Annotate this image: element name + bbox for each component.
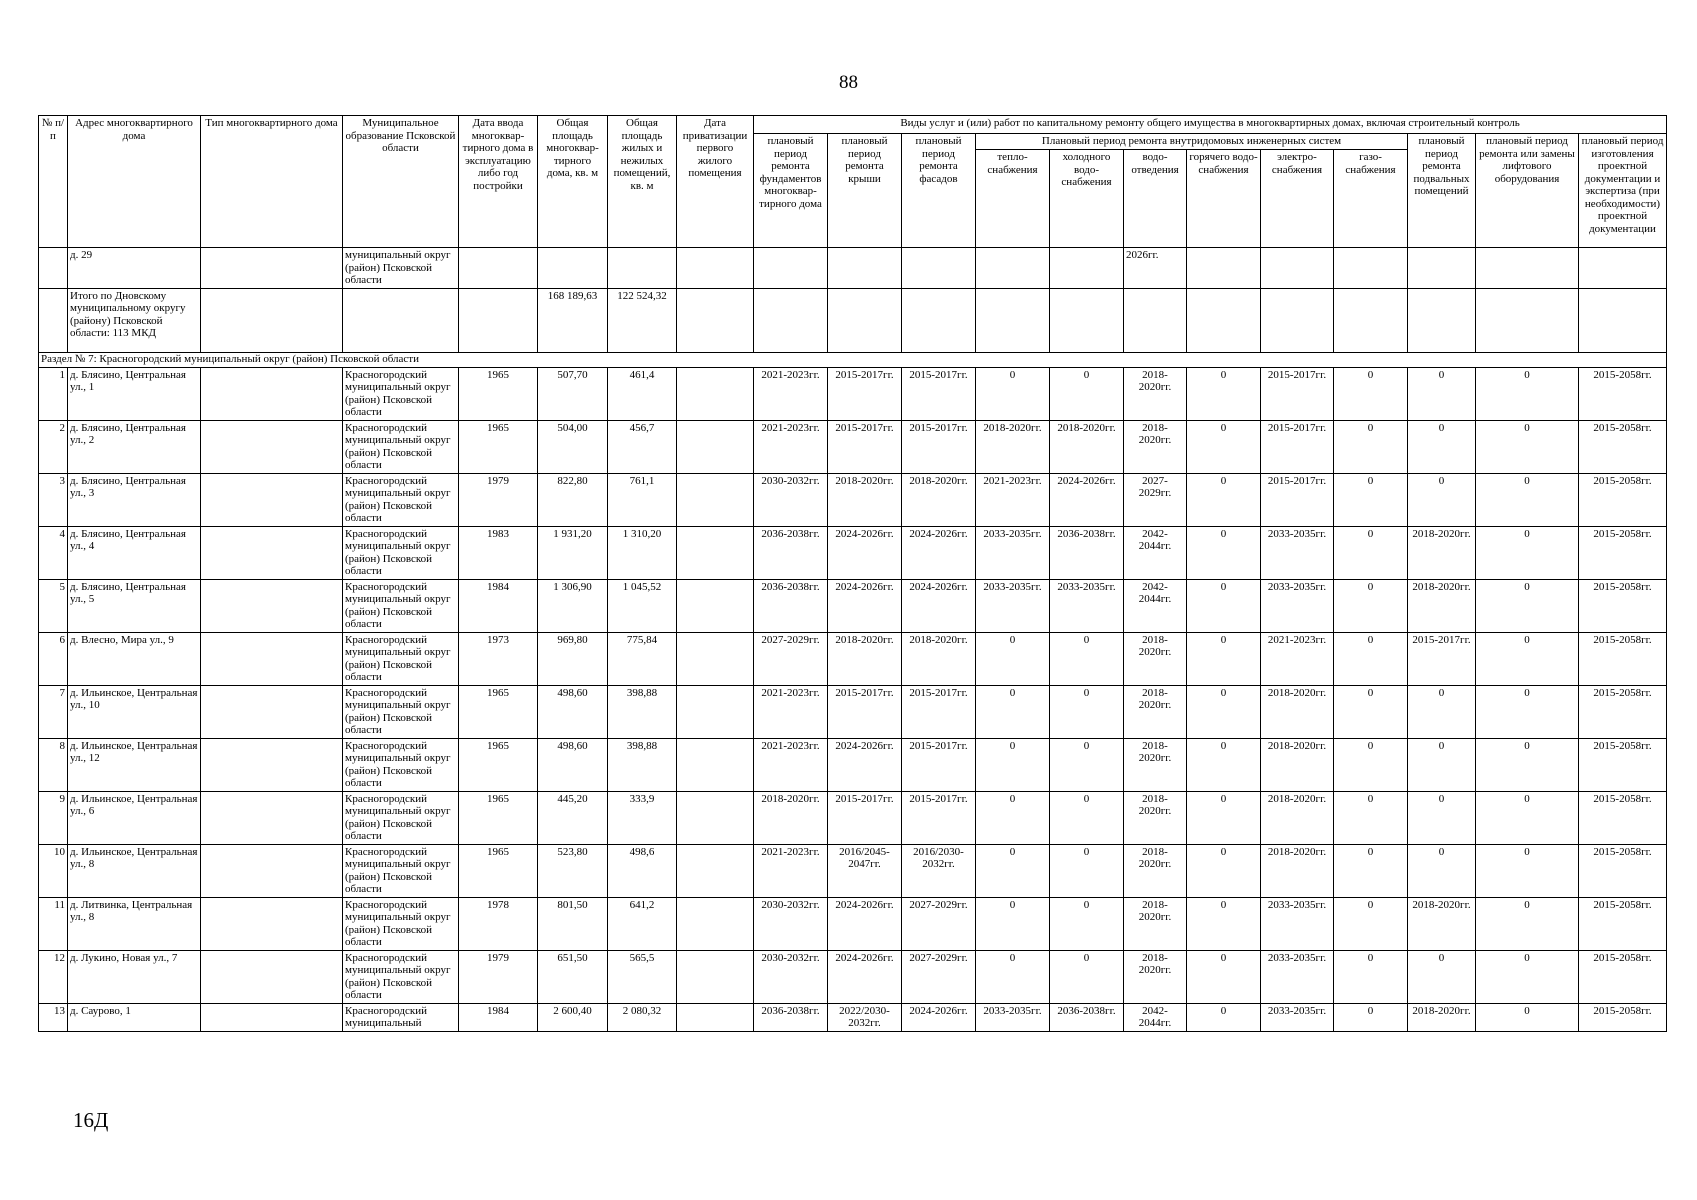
cell-num: 6: [39, 632, 68, 685]
cell-elevator: 0: [1476, 473, 1579, 526]
cell-sewer: 2042-2044гг.: [1124, 579, 1187, 632]
cell-municipality: Красногородский муниципальный округ (район) Псковской области: [343, 367, 459, 420]
cell-electric: 2018-2020гг.: [1261, 738, 1334, 791]
cell-facade: 2015-2017гг.: [902, 367, 976, 420]
header-heat: тепло-снабжения: [976, 150, 1050, 248]
cell-roof: 2024-2026гг.: [828, 950, 902, 1003]
cell-foundation: 2021-2023гг.: [754, 367, 828, 420]
cell-facade: 2018-2020гг.: [902, 473, 976, 526]
cell-heat: 0: [976, 367, 1050, 420]
cell-sewer: 2027-2029гг.: [1124, 473, 1187, 526]
cell-year: 1965: [459, 844, 538, 897]
cell-foundation: 2036-2038гг.: [754, 526, 828, 579]
cell-heat: 0: [976, 950, 1050, 1003]
cell-basement: 2015-2017гг.: [1408, 632, 1476, 685]
cell-num: 13: [39, 1003, 68, 1031]
cell-roof: 2016/2045-2047гг.: [828, 844, 902, 897]
cell-design: 2015-2058гг.: [1579, 420, 1667, 473]
cell-design: 2015-2058гг.: [1579, 950, 1667, 1003]
table-row: [39, 897, 1667, 950]
cell-hot: 0: [1187, 526, 1261, 579]
header-commission-date: Дата ввода многоквар-тирного дома в эксплуатацию либо год постройки: [459, 116, 538, 248]
header-municipality: Муниципальное образование Псковской области: [343, 116, 459, 248]
cell-elevator: 0: [1476, 791, 1579, 844]
cell-num: 12: [39, 950, 68, 1003]
cell-gas: 0: [1334, 791, 1408, 844]
cell-living: 1 045,52: [608, 579, 677, 632]
cell-cold: 0: [1050, 632, 1124, 685]
header-cold-water: холодного водо-снабжения: [1050, 150, 1124, 248]
header-electric: электро-снабжения: [1261, 150, 1334, 248]
cell-heat: 0: [976, 791, 1050, 844]
cell-foundation: 2027-2029гг.: [754, 632, 828, 685]
cell-heat: 2021-2023гг.: [976, 473, 1050, 526]
cell-address: д. Влесно, Мира ул., 9: [68, 632, 201, 685]
cell-basement: 2018-2020гг.: [1408, 897, 1476, 950]
cell-electric: 2015-2017гг.: [1261, 420, 1334, 473]
cell-year: 1983: [459, 526, 538, 579]
table-row: [39, 367, 1667, 420]
cell-total: 1 931,20: [538, 526, 608, 579]
table-row: [39, 579, 1667, 632]
cell-total: 1 306,90: [538, 579, 608, 632]
cell-foundation: 2036-2038гг.: [754, 1003, 828, 1031]
table-row: [39, 791, 1667, 844]
cell-basement: 0: [1408, 685, 1476, 738]
cell-foundation: 2021-2023гг.: [754, 738, 828, 791]
cell-gas: 0: [1334, 685, 1408, 738]
cell-total: 822,80: [538, 473, 608, 526]
cell-num: 4: [39, 526, 68, 579]
cell-roof: 2015-2017гг.: [828, 420, 902, 473]
cell-foundation: 2021-2023гг.: [754, 844, 828, 897]
cell-roof: 2018-2020гг.: [828, 473, 902, 526]
cell-address: д. Ильинское, Центральная ул., 12: [68, 738, 201, 791]
cell-elevator: 0: [1476, 738, 1579, 791]
cell-foundation: 2036-2038гг.: [754, 579, 828, 632]
cell-elevator: 0: [1476, 897, 1579, 950]
cell-roof: 2024-2026гг.: [828, 579, 902, 632]
header-address: Адрес многоквартирного дома: [68, 116, 201, 248]
cell-design: 2015-2058гг.: [1579, 579, 1667, 632]
table-row: [39, 632, 1667, 685]
cell-roof: 2018-2020гг.: [828, 632, 902, 685]
cell-electric: 2015-2017гг.: [1261, 473, 1334, 526]
cell-living: 641,2: [608, 897, 677, 950]
cell-sewer: 2018-2020гг.: [1124, 632, 1187, 685]
cell-address: д. Лукино, Новая ул., 7: [68, 950, 201, 1003]
cell-municipality: Красногородский муниципальный округ (район) Псковской области: [343, 420, 459, 473]
cell-cold: 2036-2038гг.: [1050, 1003, 1124, 1031]
cell-cold: 0: [1050, 738, 1124, 791]
cell-year: 1965: [459, 685, 538, 738]
header-total-area: Общая площадь многоквар-тирного дома, кв. м: [538, 116, 608, 248]
continuation-sewer: 2026гг.: [1124, 248, 1187, 289]
cell-hot: 0: [1187, 632, 1261, 685]
cell-municipality: Красногородский муниципальный округ (район) Псковской области: [343, 632, 459, 685]
cell-num: 8: [39, 738, 68, 791]
cell-cold: 2018-2020гг.: [1050, 420, 1124, 473]
table-row: [39, 950, 1667, 1003]
header-num: № п/п: [39, 116, 68, 248]
cell-hot: 0: [1187, 844, 1261, 897]
cell-total: 2 600,40: [538, 1003, 608, 1031]
cell-heat: 0: [976, 844, 1050, 897]
cell-address: д. Ильинское, Центральная ул., 6: [68, 791, 201, 844]
cell-foundation: 2030-2032гг.: [754, 897, 828, 950]
cell-basement: 0: [1408, 844, 1476, 897]
cell-num: 3: [39, 473, 68, 526]
cell-facade: 2015-2017гг.: [902, 685, 976, 738]
cell-address: д. Блясино, Центральная ул., 2: [68, 420, 201, 473]
header-privatization-date: Дата приватизации первого жилого помещения: [677, 116, 754, 248]
cell-heat: 0: [976, 685, 1050, 738]
cell-sewer: 2042-2044гг.: [1124, 1003, 1187, 1031]
cell-gas: 0: [1334, 526, 1408, 579]
cell-gas: 0: [1334, 579, 1408, 632]
header-hot-water: горячего водо-снабжения: [1187, 150, 1261, 248]
cell-hot: 0: [1187, 791, 1261, 844]
cell-year: 1978: [459, 897, 538, 950]
cell-design: 2015-2058гг.: [1579, 897, 1667, 950]
cell-facade: 2015-2017гг.: [902, 791, 976, 844]
cell-year: 1984: [459, 1003, 538, 1031]
cell-heat: 0: [976, 632, 1050, 685]
cell-cold: 2036-2038гг.: [1050, 526, 1124, 579]
cell-design: 2015-2058гг.: [1579, 685, 1667, 738]
cell-foundation: 2021-2023гг.: [754, 685, 828, 738]
cell-heat: 2033-2035гг.: [976, 526, 1050, 579]
cell-facade: 2027-2029гг.: [902, 897, 976, 950]
cell-total: 507,70: [538, 367, 608, 420]
cell-roof: 2022/2030-2032гг.: [828, 1003, 902, 1031]
cell-address: д. Блясино, Центральная ул., 1: [68, 367, 201, 420]
cell-address: д. Ильинское, Центральная ул., 8: [68, 844, 201, 897]
cell-gas: 0: [1334, 1003, 1408, 1031]
header-facade: плановый период ремонта фасадов: [902, 134, 976, 248]
cell-elevator: 0: [1476, 420, 1579, 473]
cell-gas: 0: [1334, 632, 1408, 685]
cell-elevator: 0: [1476, 579, 1579, 632]
cell-living: 761,1: [608, 473, 677, 526]
table-row: [39, 844, 1667, 897]
cell-num: 1: [39, 367, 68, 420]
cell-electric: 2018-2020гг.: [1261, 844, 1334, 897]
cell-total: 498,60: [538, 738, 608, 791]
cell-roof: 2015-2017гг.: [828, 791, 902, 844]
cell-cold: 0: [1050, 950, 1124, 1003]
cell-hot: 0: [1187, 420, 1261, 473]
total-area-value: 168 189,63: [538, 288, 608, 352]
cell-municipality: Красногородский муниципальный округ (район) Псковской области: [343, 579, 459, 632]
cell-electric: 2033-2035гг.: [1261, 950, 1334, 1003]
cell-design: 2015-2058гг.: [1579, 738, 1667, 791]
cell-cold: 2033-2035гг.: [1050, 579, 1124, 632]
cell-facade: 2027-2029гг.: [902, 950, 976, 1003]
header-elevator: плановый период ремонта или замены лифтового оборудования: [1476, 134, 1579, 248]
cell-elevator: 0: [1476, 526, 1579, 579]
cell-total: 801,50: [538, 897, 608, 950]
cell-sewer: 2018-2020гг.: [1124, 897, 1187, 950]
header-engineering-group: Плановый период ремонта внутридомовых инженерных систем: [976, 134, 1408, 150]
cell-living: 775,84: [608, 632, 677, 685]
cell-electric: 2033-2035гг.: [1261, 526, 1334, 579]
cell-elevator: 0: [1476, 685, 1579, 738]
cell-hot: 0: [1187, 685, 1261, 738]
cell-elevator: 0: [1476, 950, 1579, 1003]
header-living-area: Общая площадь жилых и нежилых помещений, кв. м: [608, 116, 677, 248]
continuation-address: д. 29: [68, 248, 201, 289]
cell-year: 1984: [459, 579, 538, 632]
cell-basement: 2018-2020гг.: [1408, 579, 1476, 632]
cell-design: 2015-2058гг.: [1579, 1003, 1667, 1031]
cell-roof: 2015-2017гг.: [828, 685, 902, 738]
cell-living: 2 080,32: [608, 1003, 677, 1031]
cell-living: 565,5: [608, 950, 677, 1003]
cell-municipality: Красногородский муниципальный округ (район) Псковской области: [343, 897, 459, 950]
section-title: Раздел № 7: Красногородский муниципальный округ (район) Псковской области: [39, 352, 1667, 367]
footer-code: 16Д: [73, 1108, 109, 1132]
cell-facade: 2015-2017гг.: [902, 420, 976, 473]
table-row: [39, 685, 1667, 738]
cell-cold: 0: [1050, 844, 1124, 897]
cell-municipality: Красногородский муниципальный округ (район) Псковской области: [343, 791, 459, 844]
cell-design: 2015-2058гг.: [1579, 367, 1667, 420]
page-number: 88: [839, 72, 858, 93]
cell-sewer: 2018-2020гг.: [1124, 738, 1187, 791]
cell-municipality: Красногородский муниципальный округ (район) Псковской области: [343, 844, 459, 897]
header-foundation: плановый период ремонта фундаментов многоквар-тирного дома: [754, 134, 828, 248]
cell-facade: 2024-2026гг.: [902, 526, 976, 579]
cell-year: 1965: [459, 367, 538, 420]
cell-electric: 2033-2035гг.: [1261, 897, 1334, 950]
cell-year: 1965: [459, 791, 538, 844]
header-sewer: водо-отведения: [1124, 150, 1187, 248]
cell-total: 651,50: [538, 950, 608, 1003]
cell-design: 2015-2058гг.: [1579, 844, 1667, 897]
cell-roof: 2024-2026гг.: [828, 526, 902, 579]
cell-facade: 2024-2026гг.: [902, 1003, 976, 1031]
cell-basement: 0: [1408, 950, 1476, 1003]
cell-sewer: 2018-2020гг.: [1124, 420, 1187, 473]
capital-repair-table: [38, 115, 1667, 1032]
cell-heat: 2018-2020гг.: [976, 420, 1050, 473]
total-row: [39, 288, 1667, 352]
cell-cold: 0: [1050, 897, 1124, 950]
cell-sewer: 2018-2020гг.: [1124, 844, 1187, 897]
cell-cold: 0: [1050, 367, 1124, 420]
cell-year: 1979: [459, 950, 538, 1003]
cell-hot: 0: [1187, 1003, 1261, 1031]
cell-design: 2015-2058гг.: [1579, 526, 1667, 579]
cell-address: д. Блясино, Центральная ул., 5: [68, 579, 201, 632]
cell-foundation: 2030-2032гг.: [754, 950, 828, 1003]
cell-basement: 0: [1408, 420, 1476, 473]
cell-hot: 0: [1187, 738, 1261, 791]
cell-heat: 0: [976, 738, 1050, 791]
section-row: [39, 352, 1667, 367]
cell-gas: 0: [1334, 420, 1408, 473]
cell-living: 498,6: [608, 844, 677, 897]
cell-address: д. Блясино, Центральная ул., 3: [68, 473, 201, 526]
cell-roof: 2024-2026гг.: [828, 897, 902, 950]
total-label: Итого по Дновскому муниципальному округу (району) Псковской области: 113 МКД: [68, 288, 201, 352]
cell-living: 398,88: [608, 685, 677, 738]
cell-basement: 0: [1408, 738, 1476, 791]
cell-municipality: Красногородский муниципальный: [343, 1003, 459, 1031]
cell-hot: 0: [1187, 897, 1261, 950]
cell-total: 969,80: [538, 632, 608, 685]
header-type: Тип многоквартирного дома: [201, 116, 343, 248]
cell-address: д. Саурово, 1: [68, 1003, 201, 1031]
table-row: [39, 738, 1667, 791]
cell-elevator: 0: [1476, 367, 1579, 420]
cell-elevator: 0: [1476, 844, 1579, 897]
cell-address: д. Литвинка, Центральная ул., 8: [68, 897, 201, 950]
cell-gas: 0: [1334, 897, 1408, 950]
cell-gas: 0: [1334, 367, 1408, 420]
cell-gas: 0: [1334, 844, 1408, 897]
table-row: [39, 1003, 1667, 1031]
cell-num: 5: [39, 579, 68, 632]
cell-cold: 0: [1050, 791, 1124, 844]
cell-design: 2015-2058гг.: [1579, 632, 1667, 685]
cell-municipality: Красногородский муниципальный округ (район) Псковской области: [343, 738, 459, 791]
cell-heat: 2033-2035гг.: [976, 1003, 1050, 1031]
cell-living: 398,88: [608, 738, 677, 791]
cell-year: 1973: [459, 632, 538, 685]
cell-design: 2015-2058гг.: [1579, 791, 1667, 844]
cell-gas: 0: [1334, 738, 1408, 791]
cell-heat: 2033-2035гг.: [976, 579, 1050, 632]
cell-total: 523,80: [538, 844, 608, 897]
cell-heat: 0: [976, 897, 1050, 950]
cell-cold: 0: [1050, 685, 1124, 738]
cell-foundation: 2030-2032гг.: [754, 473, 828, 526]
table-row: [39, 526, 1667, 579]
cell-basement: 2018-2020гг.: [1408, 526, 1476, 579]
cell-basement: 0: [1408, 367, 1476, 420]
cell-municipality: Красногородский муниципальный округ (район) Псковской области: [343, 950, 459, 1003]
cell-facade: 2024-2026гг.: [902, 579, 976, 632]
cell-electric: 2015-2017гг.: [1261, 367, 1334, 420]
living-area-value: 122 524,32: [608, 288, 677, 352]
cell-living: 456,7: [608, 420, 677, 473]
cell-basement: 2018-2020гг.: [1408, 1003, 1476, 1031]
cell-basement: 0: [1408, 473, 1476, 526]
cell-sewer: 2018-2020гг.: [1124, 950, 1187, 1003]
cell-sewer: 2018-2020гг.: [1124, 367, 1187, 420]
cell-num: 11: [39, 897, 68, 950]
cell-gas: 0: [1334, 950, 1408, 1003]
cell-municipality: Красногородский муниципальный округ (район) Псковской области: [343, 473, 459, 526]
cell-num: 7: [39, 685, 68, 738]
table-row: [39, 420, 1667, 473]
cell-total: 504,00: [538, 420, 608, 473]
cell-electric: 2018-2020гг.: [1261, 685, 1334, 738]
cell-roof: 2015-2017гг.: [828, 367, 902, 420]
cell-roof: 2024-2026гг.: [828, 738, 902, 791]
cell-electric: 2018-2020гг.: [1261, 791, 1334, 844]
cell-electric: 2021-2023гг.: [1261, 632, 1334, 685]
cell-hot: 0: [1187, 950, 1261, 1003]
cell-municipality: Красногородский муниципальный округ (район) Псковской области: [343, 685, 459, 738]
cell-sewer: 2042-2044гг.: [1124, 526, 1187, 579]
header-design: плановый период изготовления проектной документации и экспертиза (при необходимости) проектной документации: [1579, 134, 1667, 248]
header-gas: газо-снабжения: [1334, 150, 1408, 248]
table-row: [39, 473, 1667, 526]
cell-electric: 2033-2035гг.: [1261, 579, 1334, 632]
header-works-group: Виды услуг и (или) работ по капитальному ремонту общего имущества в многоквартирных домах, включая строительный контроль: [754, 116, 1667, 134]
cell-year: 1965: [459, 738, 538, 791]
cell-gas: 0: [1334, 473, 1408, 526]
cell-num: 10: [39, 844, 68, 897]
cell-num: 9: [39, 791, 68, 844]
cell-facade: 2015-2017гг.: [902, 738, 976, 791]
cell-foundation: 2021-2023гг.: [754, 420, 828, 473]
continuation-municipality: муниципальный округ (район) Псковской области: [343, 248, 459, 289]
cell-basement: 0: [1408, 791, 1476, 844]
header-roof: плановый период ремонта крыши: [828, 134, 902, 248]
cell-living: 333,9: [608, 791, 677, 844]
cell-address: д. Блясино, Центральная ул., 4: [68, 526, 201, 579]
cell-facade: 2016/2030-2032гг.: [902, 844, 976, 897]
cell-living: 461,4: [608, 367, 677, 420]
cell-sewer: 2018-2020гг.: [1124, 791, 1187, 844]
continuation-row: [39, 248, 1667, 289]
cell-hot: 0: [1187, 473, 1261, 526]
cell-address: д. Ильинское, Центральная ул., 10: [68, 685, 201, 738]
cell-electric: 2033-2035гг.: [1261, 1003, 1334, 1031]
cell-num: 2: [39, 420, 68, 473]
cell-elevator: 0: [1476, 632, 1579, 685]
header-basement: плановый период ремонта подвальных помещений: [1408, 134, 1476, 248]
cell-elevator: 0: [1476, 1003, 1579, 1031]
cell-hot: 0: [1187, 367, 1261, 420]
cell-municipality: Красногородский муниципальный округ (район) Псковской области: [343, 526, 459, 579]
cell-facade: 2018-2020гг.: [902, 632, 976, 685]
cell-year: 1979: [459, 473, 538, 526]
cell-total: 445,20: [538, 791, 608, 844]
cell-total: 498,60: [538, 685, 608, 738]
cell-sewer: 2018-2020гг.: [1124, 685, 1187, 738]
cell-hot: 0: [1187, 579, 1261, 632]
cell-design: 2015-2058гг.: [1579, 473, 1667, 526]
cell-year: 1965: [459, 420, 538, 473]
cell-living: 1 310,20: [608, 526, 677, 579]
cell-cold: 2024-2026гг.: [1050, 473, 1124, 526]
cell-foundation: 2018-2020гг.: [754, 791, 828, 844]
